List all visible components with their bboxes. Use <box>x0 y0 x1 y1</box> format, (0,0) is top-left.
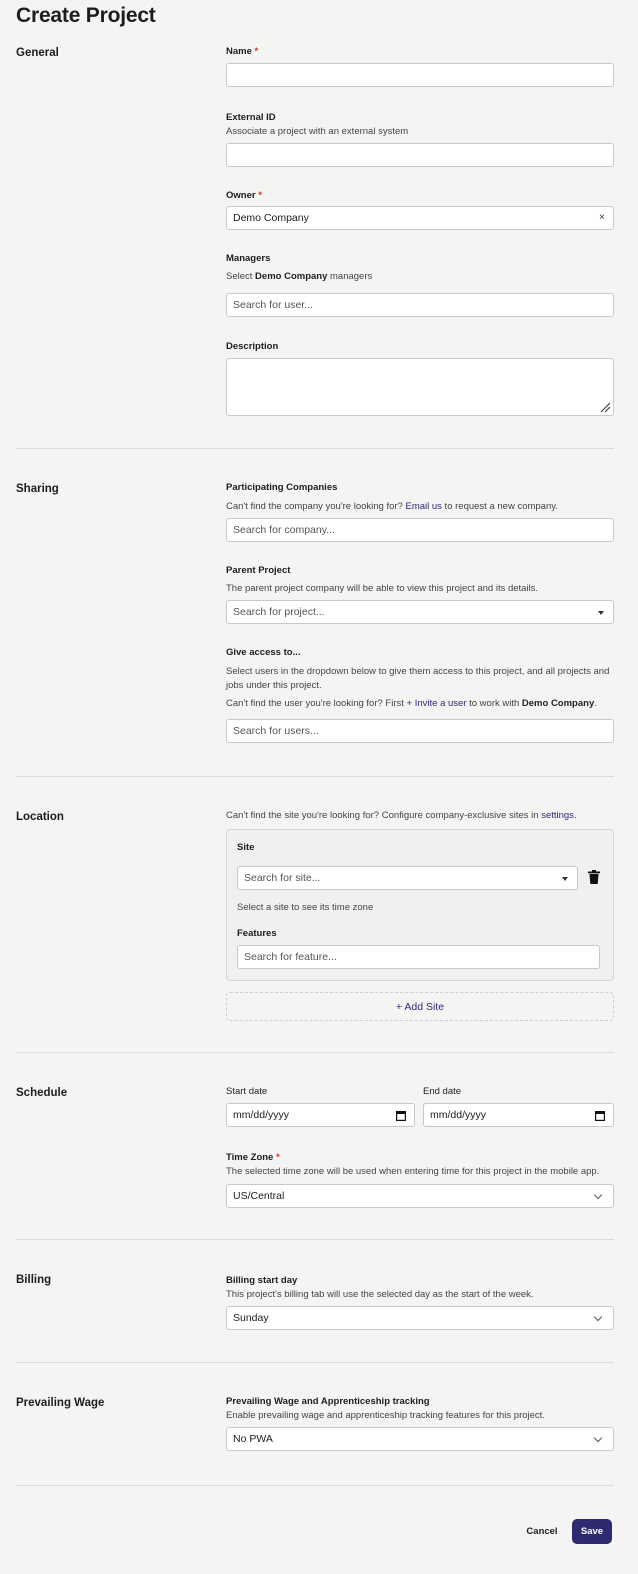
site-timezone-hint: Select a site to see its time zone <box>237 902 374 913</box>
site-select[interactable] <box>237 866 578 890</box>
required-mark: * <box>254 46 259 57</box>
trash-icon[interactable] <box>588 870 600 884</box>
divider <box>16 1239 614 1240</box>
access-help-mid: to work with <box>466 698 522 709</box>
time-zone-select[interactable] <box>226 1184 614 1208</box>
clear-icon[interactable]: × <box>599 212 605 223</box>
parent-project-help: The parent project company will be able to view this project and its details. <box>226 583 539 594</box>
users-search-input[interactable] <box>226 719 614 743</box>
participating-help-prefix: Can't find the company you're looking for? <box>226 501 406 512</box>
divider <box>16 448 614 449</box>
managers-help <box>226 270 616 284</box>
managers-help-suffix: managers <box>327 271 373 282</box>
resize-handle-icon[interactable] <box>599 401 611 413</box>
add-site-button[interactable]: + Add Site <box>226 992 614 1021</box>
divider <box>16 1485 614 1486</box>
section-prevailing-wage-label: Prevailing Wage <box>16 1397 105 1409</box>
settings-link[interactable]: settings <box>541 810 574 821</box>
external-id-help: Associate a project with an external system <box>226 126 409 137</box>
pwa-select[interactable] <box>226 1427 614 1451</box>
calendar-icon[interactable] <box>396 1110 406 1121</box>
start-date-input[interactable] <box>226 1103 415 1127</box>
name-label <box>226 46 258 57</box>
description-label: Description <box>226 341 279 352</box>
external-id-input[interactable] <box>226 143 614 167</box>
participating-companies-help <box>226 500 616 514</box>
features-placeholder: Search for feature... <box>244 951 337 963</box>
pwa-value: No PWA <box>233 1433 273 1445</box>
participating-companies-label: Participating Companies <box>226 482 338 493</box>
parent-project-placeholder: Search for project... <box>233 606 325 618</box>
section-general-label: General <box>16 47 59 59</box>
owner-label-text: Owner <box>226 190 256 201</box>
external-id-label: External ID <box>226 112 276 123</box>
features-search-input[interactable] <box>237 945 600 969</box>
pwa-tracking-help: Enable prevailing wage and apprenticeship tracking features for this project. <box>226 1410 545 1421</box>
divider <box>16 1362 614 1363</box>
divider <box>16 776 614 777</box>
chevron-down-icon <box>594 1434 602 1442</box>
managers-placeholder: Search for user... <box>233 299 313 311</box>
start-date-label: Start date <box>226 1086 268 1097</box>
description-textarea[interactable] <box>226 358 614 416</box>
site-placeholder: Search for site... <box>244 872 321 884</box>
managers-label: Managers <box>226 253 271 264</box>
access-help-suffix: . <box>594 698 597 709</box>
company-search-input[interactable] <box>226 518 614 542</box>
billing-start-day-label: Billing start day <box>226 1275 298 1286</box>
owner-value: Demo Company <box>233 212 309 224</box>
section-schedule-label: Schedule <box>16 1087 68 1099</box>
access-help-prefix: Can't find the user you're looking for? First <box>226 698 407 709</box>
billing-start-day-select[interactable] <box>226 1306 614 1330</box>
managers-search-input[interactable] <box>226 293 614 317</box>
section-billing-label: Billing <box>16 1274 52 1286</box>
chevron-down-icon <box>594 1191 602 1199</box>
time-zone-value: US/Central <box>233 1190 285 1202</box>
managers-help-prefix: Select <box>226 271 256 282</box>
invite-user-link[interactable]: + Invite a user <box>406 698 467 709</box>
parent-project-label: Parent Project <box>226 565 291 576</box>
location-help-suffix: . <box>573 810 577 821</box>
location-help <box>226 809 616 823</box>
caret-down-icon <box>598 611 604 615</box>
caret-down-icon <box>562 877 568 881</box>
time-zone-label <box>226 1152 280 1163</box>
give-access-label: Give access to... <box>226 647 301 658</box>
company-placeholder: Search for company... <box>233 524 335 536</box>
end-date-value: mm/dd/yyyy <box>430 1109 487 1121</box>
managers-help-company: Demo Company <box>255 271 328 282</box>
time-zone-help: The selected time zone will be used when entering time for this project in the mobile app. <box>226 1166 600 1177</box>
access-help-company: Demo Company <box>521 698 595 709</box>
cancel-button[interactable]: Cancel <box>526 1525 558 1537</box>
chevron-down-icon <box>594 1313 602 1321</box>
time-zone-label-text: Time Zone <box>226 1152 274 1163</box>
pwa-tracking-label: Prevailing Wage and Apprenticeship tracking <box>226 1396 430 1407</box>
required-mark: * <box>258 190 262 201</box>
start-date-value: mm/dd/yyyy <box>233 1109 290 1121</box>
owner-label <box>226 190 262 201</box>
page-title: Create Project <box>16 4 156 27</box>
participating-help-suffix: to request a new company. <box>441 501 558 512</box>
features-label: Features <box>237 928 277 939</box>
calendar-icon[interactable] <box>595 1110 605 1121</box>
parent-project-select[interactable] <box>226 600 614 624</box>
users-placeholder: Search for users... <box>233 725 319 737</box>
save-button[interactable]: Save <box>572 1519 612 1544</box>
end-date-input[interactable] <box>423 1103 614 1127</box>
name-input[interactable] <box>226 63 614 87</box>
give-access-help-invite <box>226 697 616 711</box>
email-us-link[interactable]: Email us <box>405 501 442 512</box>
billing-start-day-value: Sunday <box>233 1312 269 1324</box>
location-help-prefix: Can't find the site you're looking for? Configure company-exclusive sites in <box>226 810 542 821</box>
divider <box>16 1052 614 1053</box>
billing-start-day-help: This project's billing tab will use the selected day as the start of the week. <box>226 1289 534 1300</box>
name-label-text: Name <box>226 46 252 57</box>
owner-select[interactable] <box>226 206 614 230</box>
end-date-label: End date <box>423 1086 462 1097</box>
section-location-label: Location <box>16 811 64 823</box>
give-access-help: Select users in the dropdown below to give them access to this project, and all projects and jobs under this project. <box>226 666 610 691</box>
site-label: Site <box>237 842 255 853</box>
section-sharing-label: Sharing <box>16 483 59 495</box>
required-mark: * <box>275 1152 280 1163</box>
